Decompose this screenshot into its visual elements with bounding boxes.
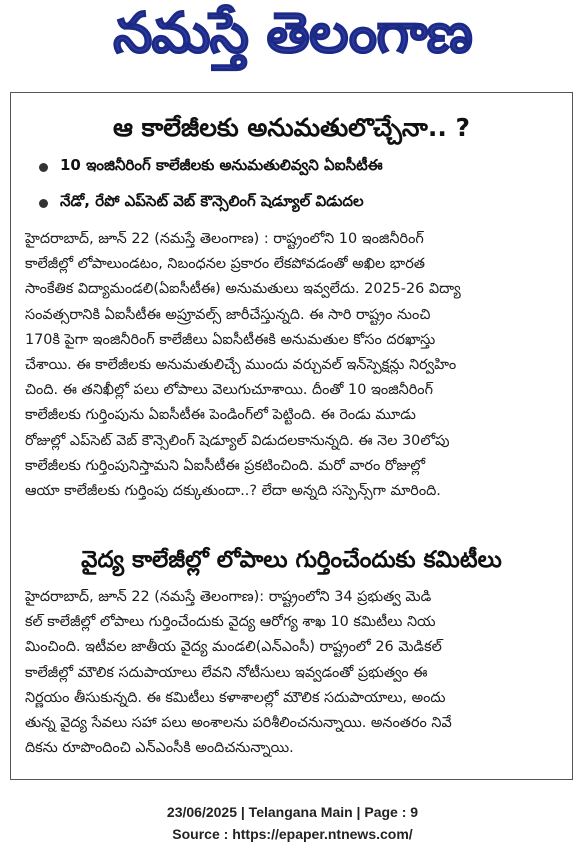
article1-line: హైదరాబాద్, జూన్ 22 (నమస్తే తెలంగాణ) : రాష్ట్రంలోని 10 ఇంజినీరింగ్ (25, 231, 424, 247)
article1-body (25, 227, 560, 504)
bullet-dot-icon (39, 163, 48, 172)
article1-line: చేశాయి. ఈ కాలేజీలకు అనుమతులిచ్చే ముందు వర్చువల్ ఇన్‌స్పెక్షన్లు నిర్వహిం (25, 357, 457, 374)
article2-line: నిర్ణయం తీసుకున్నది. ఈ కమిటీలు కళాశాలల్లో మౌలిక సదుపాయాలు, అందు (25, 689, 446, 706)
article2-body (25, 585, 560, 761)
article2-line: కాలేజీల్లో మౌలిక సదుపాయాలు లేవని నోటీసులు ఇవ్వడంతో ప్రభుత్వం ఈ (25, 664, 428, 681)
article1-line: రోజుల్లో ఎప్‌సెట్ వెబ్ కౌన్సెలింగ్ షెడ్యూల్ విడుదలకానున్నది. ఈ నెల 30లోపు (25, 432, 450, 449)
footer-source-line: Source : https://epaper.ntnews.com/ (172, 826, 413, 842)
article1-bullet (39, 192, 562, 214)
article1-line: కాలేజీలకు గుర్తింపునిస్తామని ఏఐసీటీఈ ప్రకటించింది. మరో వారం రోజుల్లో (25, 457, 426, 474)
article1-line: కాలేజీలకు గుర్తింపును ఏఐసీటీఈ పెండింగ్‌లో పెట్టింది. ఈ రెండు మూడు (25, 407, 416, 424)
article2-line: దికను రూపొందించి ఎన్ఎంసీకి అందిచనున్నాయి. (25, 740, 294, 757)
article1-headline: ఆ కాలేజీలకు అనుమతులొచ్చేనా.. ? (112, 113, 471, 142)
article1-line: సాంకేతిక విద్యామండలి(ఏఐసీటీఈ) అనుమతులు ఇవ్వలేదు. 2025-26 విద్యా (25, 281, 461, 298)
bullet-dot-icon (39, 199, 48, 208)
article1-line: చింది. ఈ తనిఖీల్లో పలు లోపాలు వెలుగుచూశాయి. దీంతో 10 ఇంజినీరింగ్ (25, 382, 433, 399)
article1-bullet-text: నేడో, రేపో ఎప్‌సెట్ వెబ్ కౌన్సెలింగ్ షెడ్యూల్ విడుదల (60, 192, 364, 210)
masthead-title: నమస్తే తెలంగాణ (113, 0, 472, 66)
article2-line: హైదరాబాద్, జూన్ 22 (నమస్తే తెలంగాణ): రాష్ట్రంలోని 34 ప్రభుత్వ మెడి (25, 589, 432, 605)
article2-headline: వైద్య కాలేజీల్లో లోపాలు గుర్తించేందుకు కమిటీలు (81, 547, 502, 573)
article1-line: సంవత్సరానికి ఏఐసీటీఈ అప్రూవల్స్ జారీచేస్తున్నది. ఈ సారి రాష్ట్రం నుంచి (25, 306, 431, 323)
masthead (0, 0, 585, 80)
article2-line: కల్ కాలేజీల్లో లోపాలు గుర్తించేందుకు వైద్య ఆరోగ్య శాఖ 10 కమిటీలు నియ (25, 614, 436, 631)
article1-bullet (39, 156, 562, 178)
article1-bullet-text: 10 ఇంజినీరింగ్ కాలేజీలకు అనుమతులివ్వని ఏఐసీటీఈ (60, 156, 383, 174)
article2-line: తున్న వైద్య సేవలు సహా పలు అంశాలను పరిశీలించనున్నాయి. అనంతరం నివే (25, 715, 452, 732)
footer-date-line: 23/06/2025 | Telangana Main | Page : 9 (166, 804, 419, 820)
article1-line: ఆయా కాలేజీలకు గుర్తింపు దక్కుతుందా..? లేదా అన్నది సస్పెన్స్‌గా మారింది. (25, 483, 441, 500)
article1-line: కాలేజీల్లో లోపాలుండటం, నిబంధనల ప్రకారం లేకపోవడంతో అఖిల భారత (25, 256, 425, 273)
article2-line: మించింది. ఇటీవల జాతీయ వైద్య మండలి(ఎన్ఎంసీ) రాష్ట్రంలో 26 మెడికల్ (25, 639, 442, 656)
news-clipping (10, 92, 573, 780)
article1-line: 170కి పైగా ఇంజినీరింగ్ కాలేజీలు ఏఐసీటీఈకి అనుమతుల కోసం దరఖాస్తు (25, 331, 436, 348)
